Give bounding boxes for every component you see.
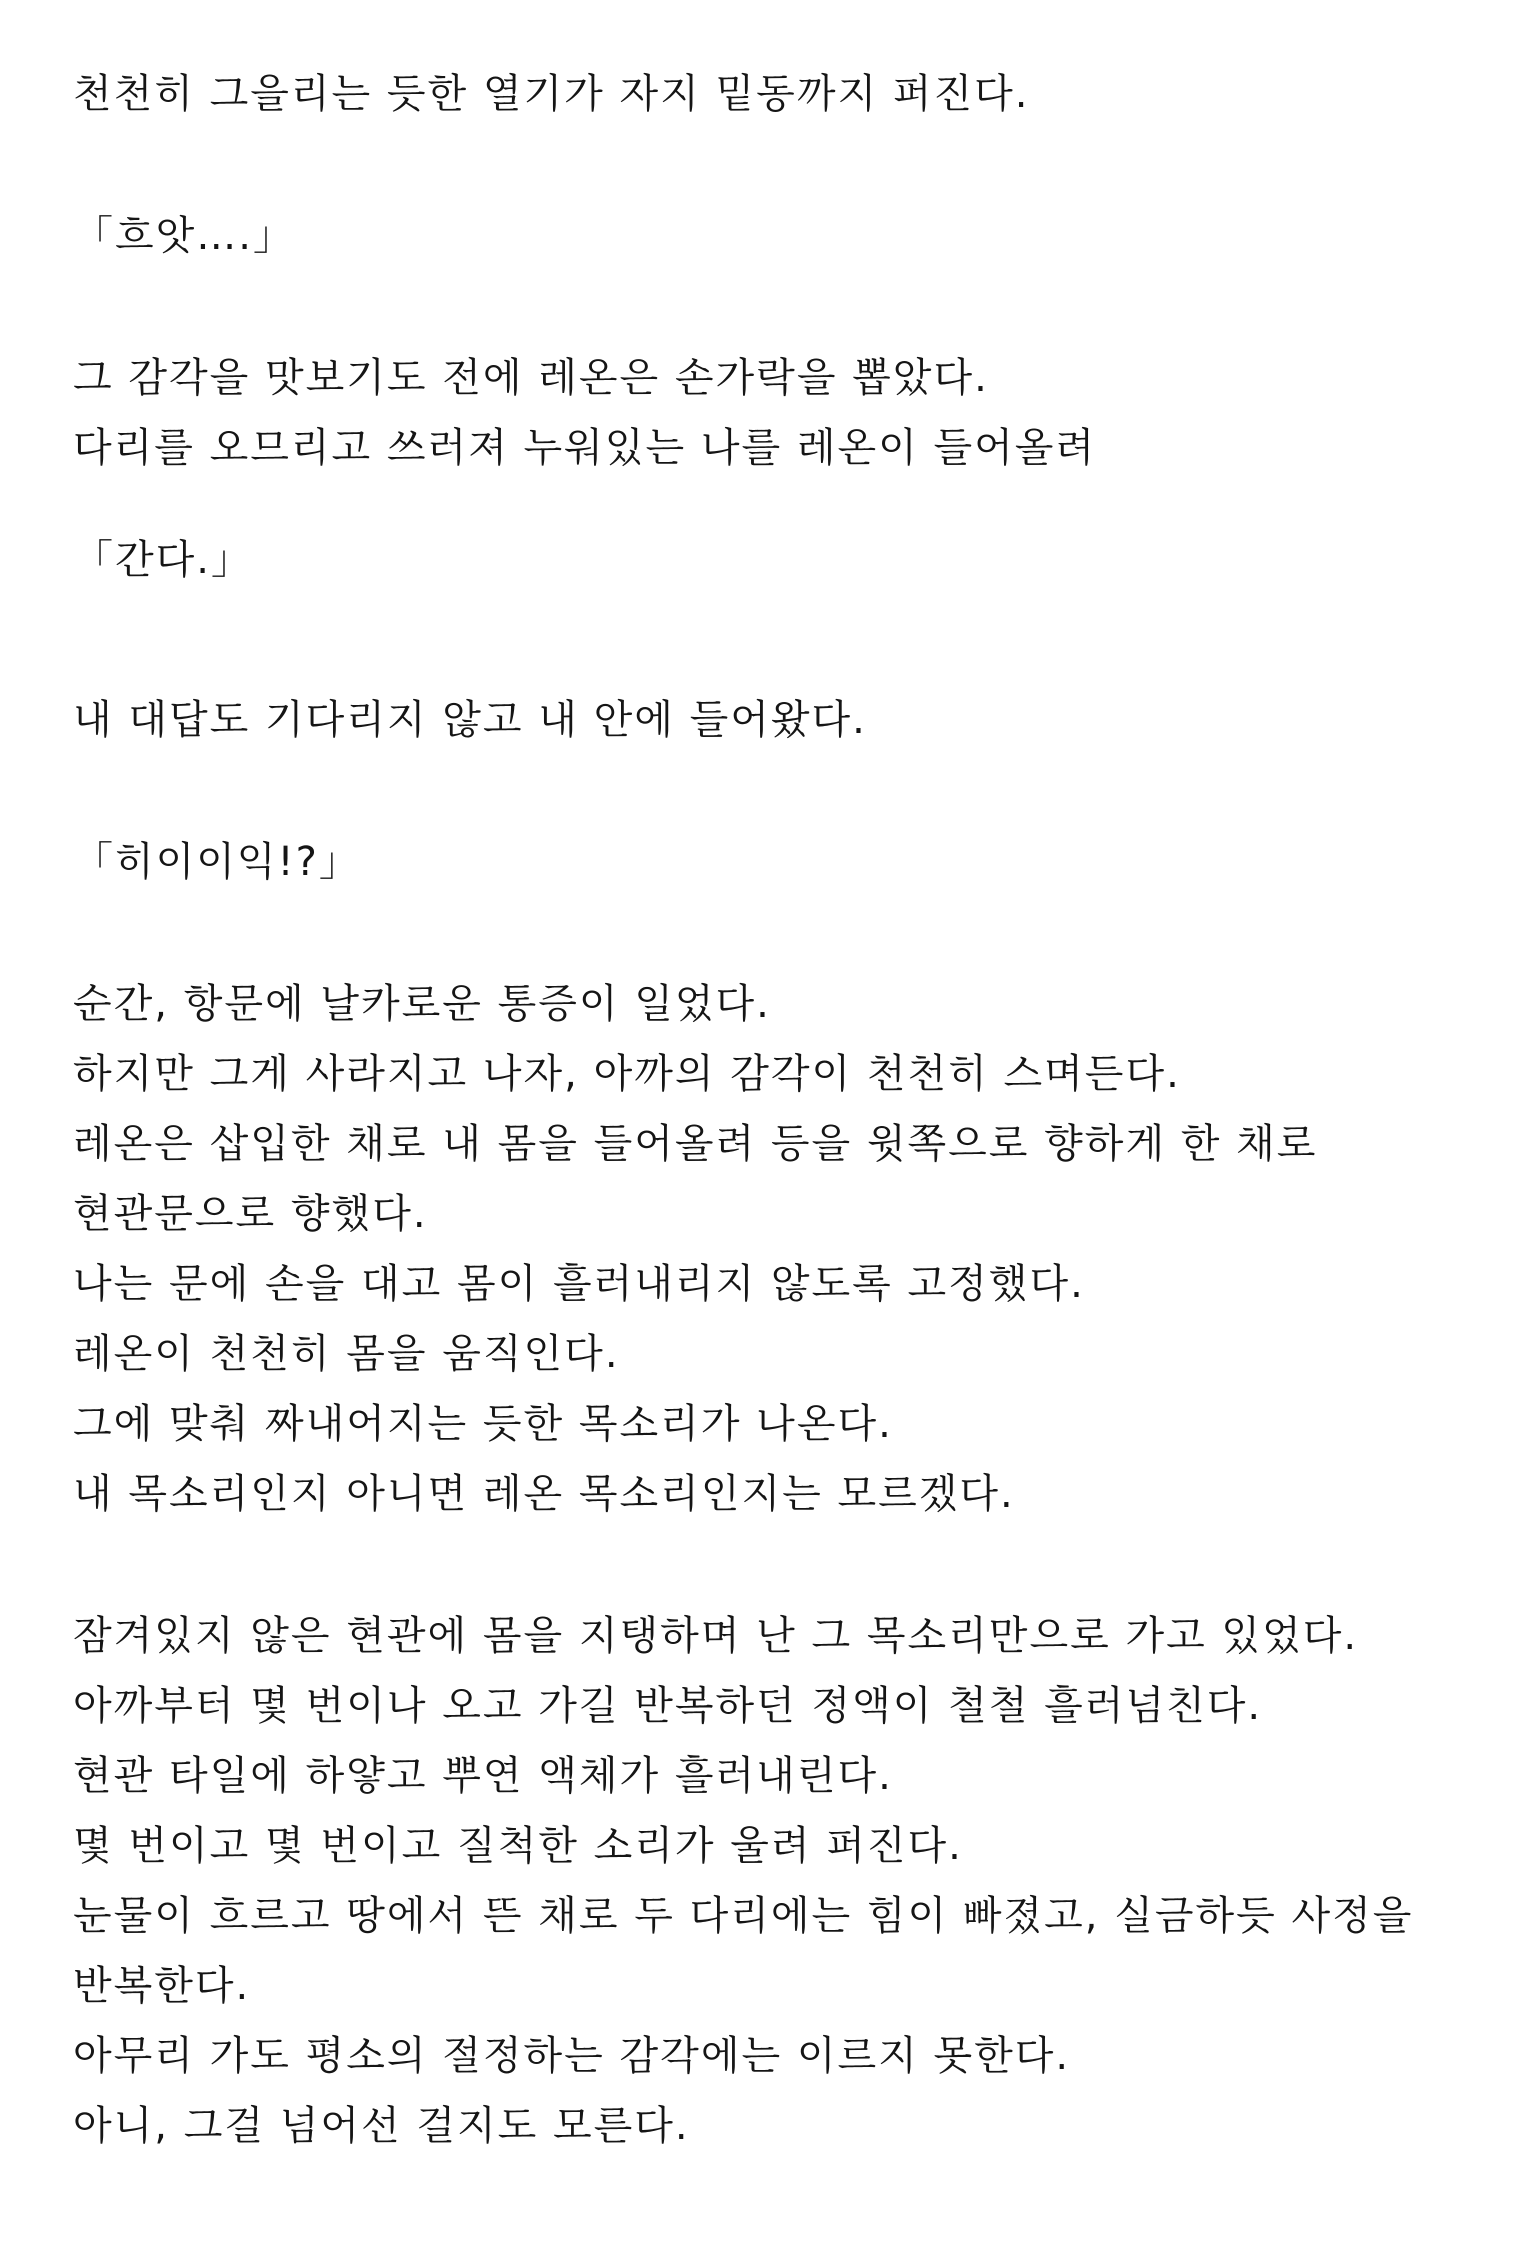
- text-line: 잠겨있지 않은 현관에 몸을 지탱하며 난 그 목소리만으로 가고 있었다.: [73, 1613, 1359, 1659]
- text-line: 현관 타일에 하얗고 뿌연 액체가 흘러내린다.: [73, 1753, 893, 1799]
- text-line: 나는 문에 손을 대고 몸이 흘러내리지 않도록 고정했다.: [73, 1261, 1085, 1307]
- text-line: 아니, 그걸 넘어선 걸지도 모른다.: [73, 2103, 690, 2149]
- text-line: 눈물이 흐르고 땅에서 뜬 채로 두 다리에는 힘이 빠졌고, 실금하듯 사정을: [73, 1893, 1414, 1939]
- text-line: 아무리 가도 평소의 절정하는 감각에는 이르지 못한다.: [73, 2033, 1071, 2079]
- text-line: 그에 맞춰 짜내어지는 듯한 목소리가 나온다.: [73, 1401, 893, 1447]
- text-line: 하지만 그게 사라지고 나자, 아까의 감각이 천천히 스며든다.: [73, 1051, 1181, 1097]
- text-line: 현관문으로 향했다.: [73, 1191, 428, 1237]
- text-line: 레온은 삽입한 채로 내 몸을 들어올려 등을 윗쪽으로 향하게 한 채로: [73, 1121, 1318, 1167]
- dialogue-line: 「흐앗….」: [73, 213, 295, 259]
- text-line: 그 감각을 맛보기도 전에 레온은 손가락을 뽑았다.: [73, 355, 989, 401]
- text-line: 다리를 오므리고 쓰러져 누워있는 나를 레온이 들어올려: [73, 425, 1097, 471]
- text-line: 내 목소리인지 아니면 레온 목소리인지는 모르겠다.: [73, 1471, 1015, 1517]
- dialogue-line: 「간다.」: [73, 537, 253, 583]
- text-line: 아까부터 몇 번이나 오고 가길 반복하던 정액이 철철 흘러넘친다.: [73, 1683, 1263, 1729]
- text-line: 순간, 항문에 날카로운 통증이 일었다.: [73, 981, 771, 1027]
- text-line: 몇 번이고 몇 번이고 질척한 소리가 울려 퍼진다.: [73, 1823, 963, 1869]
- dialogue-line: 「히이이익!?」: [73, 839, 361, 885]
- text-line: 레온이 천천히 몸을 움직인다.: [73, 1331, 620, 1377]
- text-line: 내 대답도 기다리지 않고 내 안에 들어왔다.: [73, 697, 867, 743]
- text-line: 천천히 그을리는 듯한 열기가 자지 밑동까지 퍼진다.: [73, 71, 1030, 117]
- text-line: 반복한다.: [73, 1963, 251, 2009]
